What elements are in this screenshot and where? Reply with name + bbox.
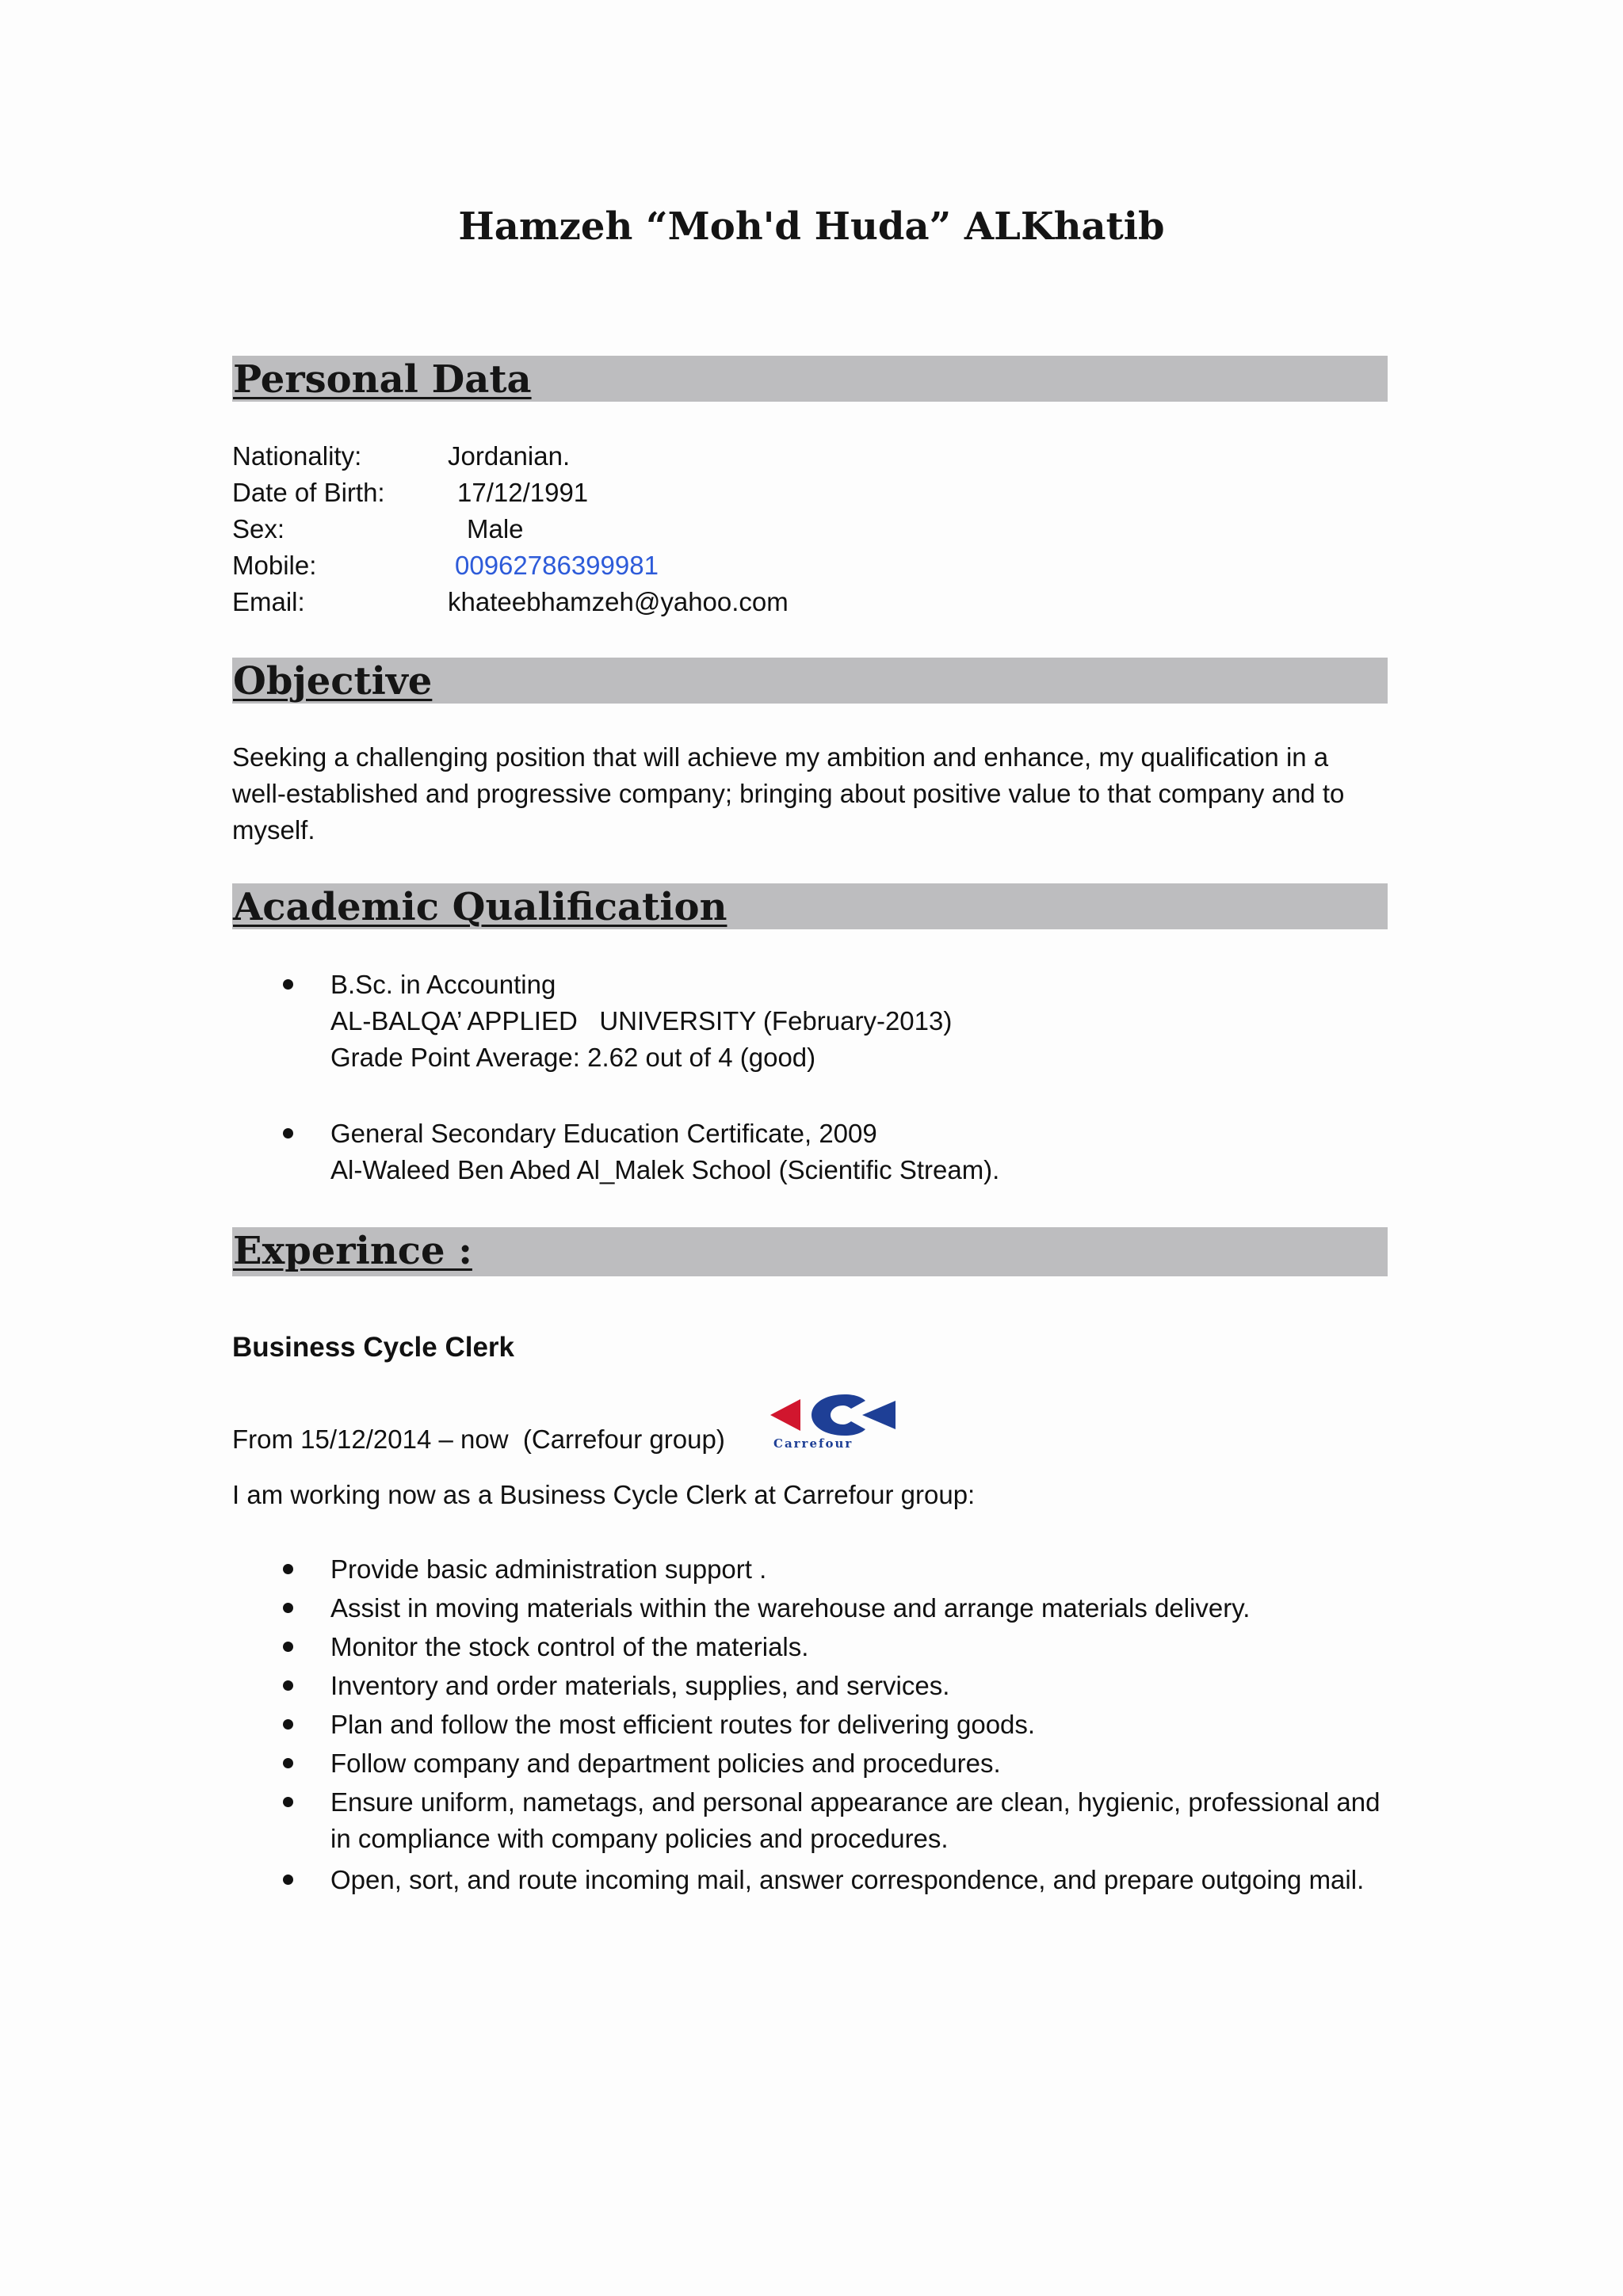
bullet-icon — [283, 1875, 293, 1885]
bullet-icon — [283, 1128, 293, 1138]
nationality-label: Nationality: — [232, 441, 362, 471]
degree-gpa: Grade Point Average: 2.62 out of 4 (good) — [330, 1043, 816, 1072]
bullet-icon — [283, 1603, 293, 1613]
duty-text: Plan and follow the most efficient routes for delivering goods. — [330, 1710, 1036, 1739]
dob-label: Date of Birth: — [232, 478, 385, 507]
objective-text: Seeking a challenging position that will achieve my ambition and enhance, my qualification in a well-established and progressive company; bringing about positive value to that company and to myself. — [232, 742, 1345, 845]
degree-school: Al-Waleed Ben Abed Al_Malek School (Scientific Stream). — [330, 1155, 1000, 1184]
mobile-link[interactable]: 00962786399981 — [455, 551, 659, 580]
mobile-label: Mobile: — [232, 551, 317, 580]
degree-school: AL-BALQA’ APPLIED UNIVERSITY (February-2013) — [330, 1006, 953, 1035]
job-intro: I am working now as a Business Cycle Clerk at Carrefour group: — [232, 1480, 976, 1509]
bullet-icon — [283, 1642, 293, 1652]
duty-text: Assist in moving materials within the warehouse and arrange materials delivery. — [330, 1593, 1251, 1623]
bullet-icon — [283, 1680, 293, 1691]
dob-row — [232, 475, 588, 511]
email-value: khateebhamzeh@yahoo.com — [448, 587, 789, 616]
logo-text: Carrefour — [773, 1436, 854, 1451]
nationality-value: Jordanian. — [448, 441, 571, 471]
section-objective — [232, 658, 1388, 704]
duty-text: Provide basic administration support . — [330, 1554, 767, 1584]
mobile-row — [232, 547, 659, 584]
sex-row — [232, 511, 524, 547]
section-experience — [232, 1227, 1388, 1276]
section-title: Academic Qualification — [233, 885, 727, 929]
section-title: Objective — [233, 659, 433, 704]
duty-text: Inventory and order materials, supplies, and services. — [330, 1671, 950, 1700]
email-row — [232, 584, 789, 620]
carrefour-logo — [769, 1391, 903, 1451]
job-title: Business Cycle Clerk — [232, 1332, 515, 1363]
bullet-icon — [283, 1758, 293, 1768]
logo-blue-arrow — [862, 1401, 896, 1429]
duty-text: Open, sort, and route incoming mail, answer correspondence, and prepare outgoing mail. — [330, 1865, 1365, 1894]
job-period: From 15/12/2014 – now (Carrefour group) — [232, 1425, 725, 1454]
logo-blue-shape — [812, 1394, 865, 1436]
sex-label: Sex: — [232, 514, 285, 543]
degree-title: General Secondary Education Certificate, 2009 — [330, 1119, 877, 1148]
duty-text: Monitor the stock control of the materials. — [330, 1632, 809, 1661]
section-personal-data — [232, 356, 1388, 402]
section-title: Personal Data — [233, 357, 532, 402]
nationality-row — [232, 438, 570, 475]
bullet-icon — [283, 1564, 293, 1574]
logo-red-arrow — [770, 1399, 800, 1431]
section-academic — [232, 883, 1388, 929]
sex-value: Male — [467, 514, 524, 543]
bullet-icon — [283, 979, 293, 990]
bullet-icon — [283, 1797, 293, 1807]
candidate-name: Hamzeh “Moh'd Huda” ALKhatib — [458, 204, 1165, 249]
bullet-icon — [283, 1719, 293, 1730]
duty-text: Ensure uniform, nametags, and personal appearance are clean, hygienic, professional and in compliance with company policies and procedures. — [330, 1787, 1381, 1853]
duty-text: Follow company and department policies and procedures. — [330, 1749, 1001, 1778]
section-title: Experince : — [233, 1229, 472, 1273]
dob-value: 17/12/1991 — [457, 478, 589, 507]
email-label: Email: — [232, 587, 305, 616]
degree-title: B.Sc. in Accounting — [330, 970, 556, 999]
